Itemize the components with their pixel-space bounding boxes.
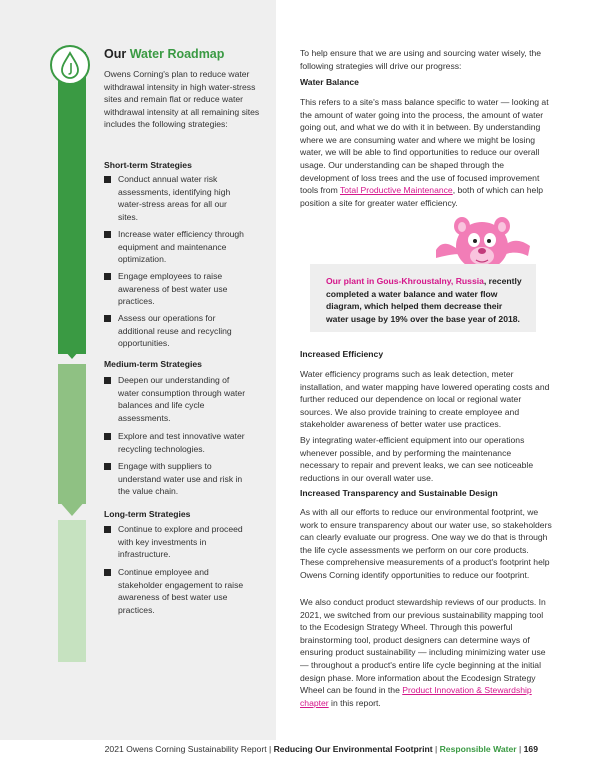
footer-chapter: Responsible Water [439,744,517,754]
medium-term-heading: Medium-term Strategies [104,359,202,369]
long-term-timeline-bar [58,520,86,662]
bullet-marker [104,433,111,440]
medium-term-bullet-1: Deepen our understanding of water consumption through water balances and life cycle assessments. [104,374,269,426]
long-term-heading: Long-term Strategies [104,509,191,519]
bullet-marker [104,231,111,238]
short-term-bullet-1: Conduct annual water risk assessments, identifying high water-stress areas for all our sites. [104,173,269,225]
strategies-intro: To help ensure that we are using and sourcing water wisely, the following strategies will drive our progress: [300,48,542,71]
product-innovation-stewardship-link[interactable]: Product Innovation & Stewardship chapter [300,685,532,708]
transparency-p1: As with all our efforts to reduce our environmental footprint, we work to ensure transparency about our water use, so stakeholders can clearly evaluate our progress. One way we do that is through the life cycle assessments we perform on our core products. These comprehensive measurements of a product's footprint help Owens Corning identify opportunities to reduce our footprint. [300,507,552,580]
roadmap-title-highlight: Water Roadmap [129,47,225,61]
short-term-bullet-4: Assess our operations for additional reuse and recycling opportunities. [104,312,269,352]
footer-section: Reducing Our Environmental Footprint [273,744,433,754]
transparency-p2: We also conduct product stewardship reviews of our products. In 2021, we switched from our previous sustainability mapping tool to the Ecodesign Strategy Wheel. Through this powerful brainstorming tool, product designers can determine ways of ensuring product sustainability — including minimizing water use — throughout a product's entire life cycle beginning at the initial design phase. More information about the Ecodesign Strategy Wheel can be found in the Product Innovation & Stewardship chapter in this report. [300,597,546,708]
increased-efficiency-p2: By integrating water-efficient equipment into our operations whenever possible, and by performing the maintenance necessary to repair and prevent leaks, we can see noticeable reductions in our overall water use. [300,435,534,483]
water-drop-icon [50,45,90,85]
total-productive-maintenance-link[interactable]: Total Productive Maintenance [339,185,453,196]
page-number: 169 [523,744,538,754]
short-term-heading: Short-term Strategies [104,160,192,170]
increased-efficiency-heading: Increased Efficiency [300,349,384,359]
long-term-bullet-2: Continue employee and stakeholder engagement to raise awareness of best water use practices. [104,566,269,618]
bullet-marker [104,377,111,384]
bullet-marker [104,273,111,280]
bullet-marker [104,526,111,533]
bullet-marker [104,463,111,470]
page-footer: 2021 Owens Corning Sustainability Report | Reducing Our Environmental Footprint | Responsible Water | 169 [104,744,538,754]
short-term-bullet-3: Engage employees to raise awareness of best water use practices. [104,270,269,310]
water-balance-heading: Water Balance [300,77,359,87]
long-term-bullet-1: Continue to explore and proceed with key investments in infrastructure. [104,523,269,563]
roadmap-title-prefix: Our [104,47,130,61]
roadmap-title [104,47,224,61]
short-term-timeline-arrow [58,343,86,359]
medium-term-bullet-3: Engage with suppliers to understand water use and risk in the value chain. [104,460,269,500]
medium-term-timeline-bar [58,364,86,504]
medium-term-timeline-arrow [58,500,86,516]
transparency-heading: Increased Transparency and Sustainable Design [300,488,498,498]
water-balance-body: This refers to a site's mass balance specific to water — looking at the amount of water going into the process, the amount of water going out, and what we do with it in between. By understanding where we are consuming water and where we might be losing water, we will be able to find opportunities to reduce our overall usage. Our understanding can be shaped through the development of loss trees and the use of focused improvement tools from Total Productive Maintenance, both of which can help position a site for greater water efficiency. [300,97,549,208]
short-term-timeline-bar [58,52,86,354]
increased-efficiency-p1: Water efficiency programs such as leak detection, meter installation, and water mapping have lowered operating costs and further reduced our dependence on local or regional water sources. We also provide training to create employee and stakeholder awareness of better water use practices. [300,369,550,430]
bullet-marker [104,176,111,183]
callout-highlight: Our plant in Gous-Khroustalny, Russia [326,276,484,286]
short-term-bullet-2: Increase water efficiency through equipment and maintenance optimization. [104,228,269,268]
bullet-marker [104,569,111,576]
callout-text: Our plant in Gous-Khroustalny, Russia, recently completed a water balance and water flow diagram, which helped them decrease their water usage by 19% over the base year of 2018. [326,276,522,324]
roadmap-intro: Owens Corning's plan to reduce water withdrawal intensity in high water-stress sites and remain flat or reduce water withdrawal intensity at all remaining sites includes the following strategies: [104,69,260,130]
medium-term-bullet-2: Explore and test innovative water recycling technologies. [104,430,269,458]
bullet-marker [104,315,111,322]
